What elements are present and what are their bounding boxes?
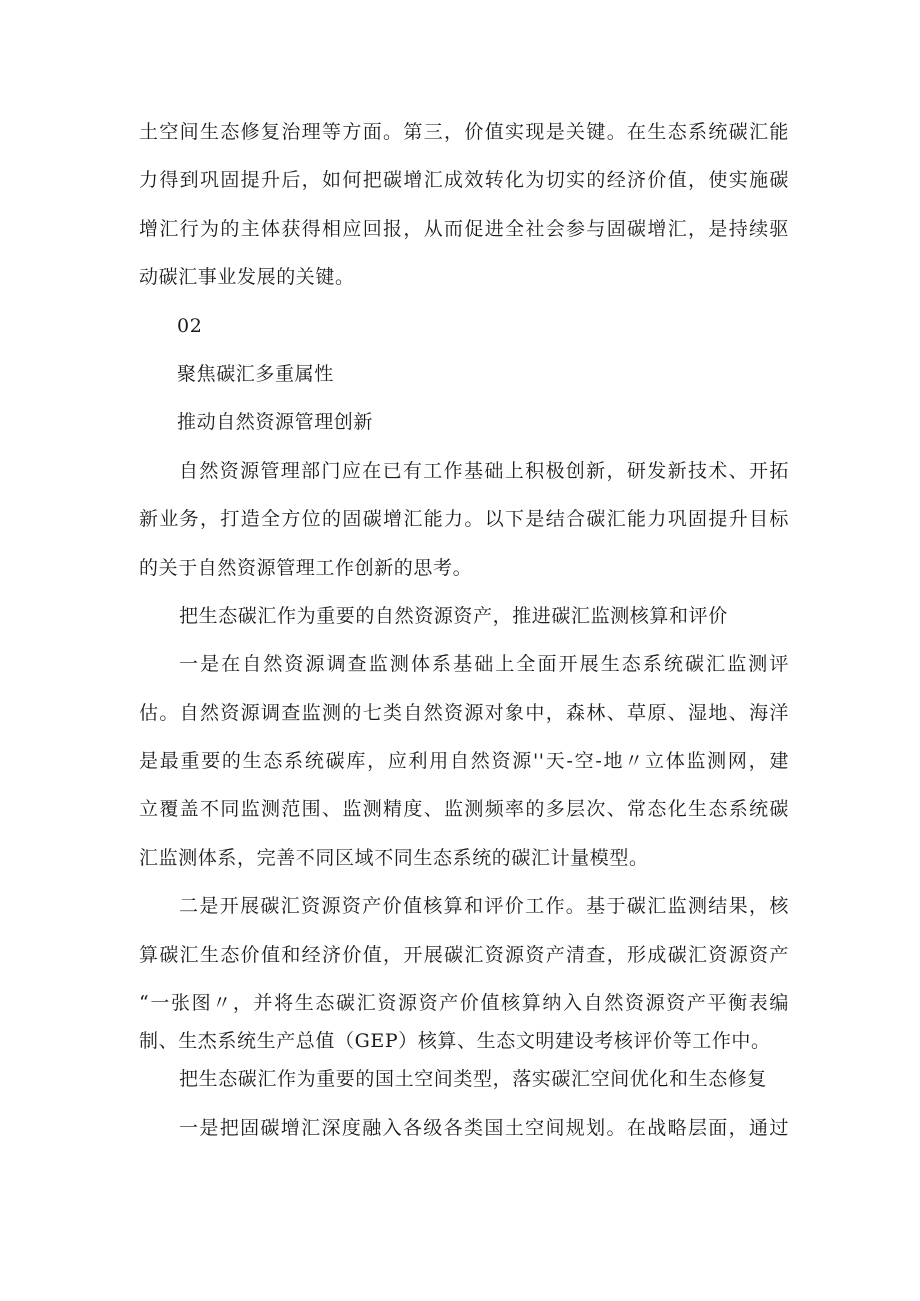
paragraph-line: 土空间生态修复治理等方面。第三，价值实现是关键。在生态系统碳汇能 [139, 121, 789, 143]
paragraph-line: 增汇行为的主体获得相应回报，从而促进全社会参与固碳增汇，是持续驱 [139, 217, 789, 240]
paragraph-line: “一张图〃，并将生态碳汇资源资产价值核算纳入自然资源资产平衡表编 [139, 992, 789, 1015]
section-heading: 聚焦碳汇多重属性 [177, 362, 334, 385]
paragraph-line: 力得到巩固提升后，如何把碳增汇成效转化为切实的经济价值，使实施碳 [139, 169, 789, 192]
paragraph-line: 二是开展碳汇资源资产价值核算和评价工作。基于碳汇监测结果，核 [179, 895, 789, 918]
paragraph-line: 制、生杰系统生产总值（GEP）核算、生态文明建设考核评价等工作中。 [139, 1030, 771, 1053]
section-number: 02 [177, 314, 203, 337]
subsection-heading: 把生态碳汇作为重要的自然资源资产，推进碳汇监测核算和评价 [179, 604, 728, 627]
paragraph-line: 动碳汇事业发展的关键。 [139, 266, 355, 289]
paragraph-line: 一是在自然资源调查监测体系基础上全面开展生态系统碳汇监测评 [179, 653, 789, 676]
paragraph-line: 汇监测体系，完善不同区域不同生态系统的碳汇计量模型。 [139, 846, 649, 869]
paragraph-line: 的关于自然资源管理工作创新的思考。 [139, 556, 473, 579]
paragraph-line: 算碳汇生态价值和经济价值，开展碳汇资源资产清查，形成碳汇资源资产 [139, 943, 789, 966]
paragraph-line: 是最重要的生态系统碳库，应利用自然资源''天-空-地〃立体监测网，建 [139, 750, 789, 773]
paragraph-line: 新业务，打造全方位的固碳增汇能力。以下是结合碳汇能力巩固提升目标 [139, 508, 789, 531]
paragraph-line: 立覆盖不同监测范围、监测精度、监测频率的多层次、常态化生态系统碳 [139, 798, 789, 821]
subsection-heading: 把生态碳汇作为重要的国土空间类型，落实碳汇空间优化和生态修复 [179, 1068, 768, 1091]
section-subheading: 推动自然资源管理创新 [177, 411, 374, 434]
paragraph-line: 估。自然资源调查监测的七类自然资源对象中，森林、草原、湿地、海洋 [139, 701, 789, 724]
paragraph-line: 自然资源管理部门应在已有工作基础上积极创新，研发新技术、开拓 [179, 459, 789, 482]
document-body [139, 108, 789, 1152]
paragraph-line: 一是把固碳增汇深度融入各级各类国土空间规划。在战略层面，通过 [179, 1116, 789, 1139]
